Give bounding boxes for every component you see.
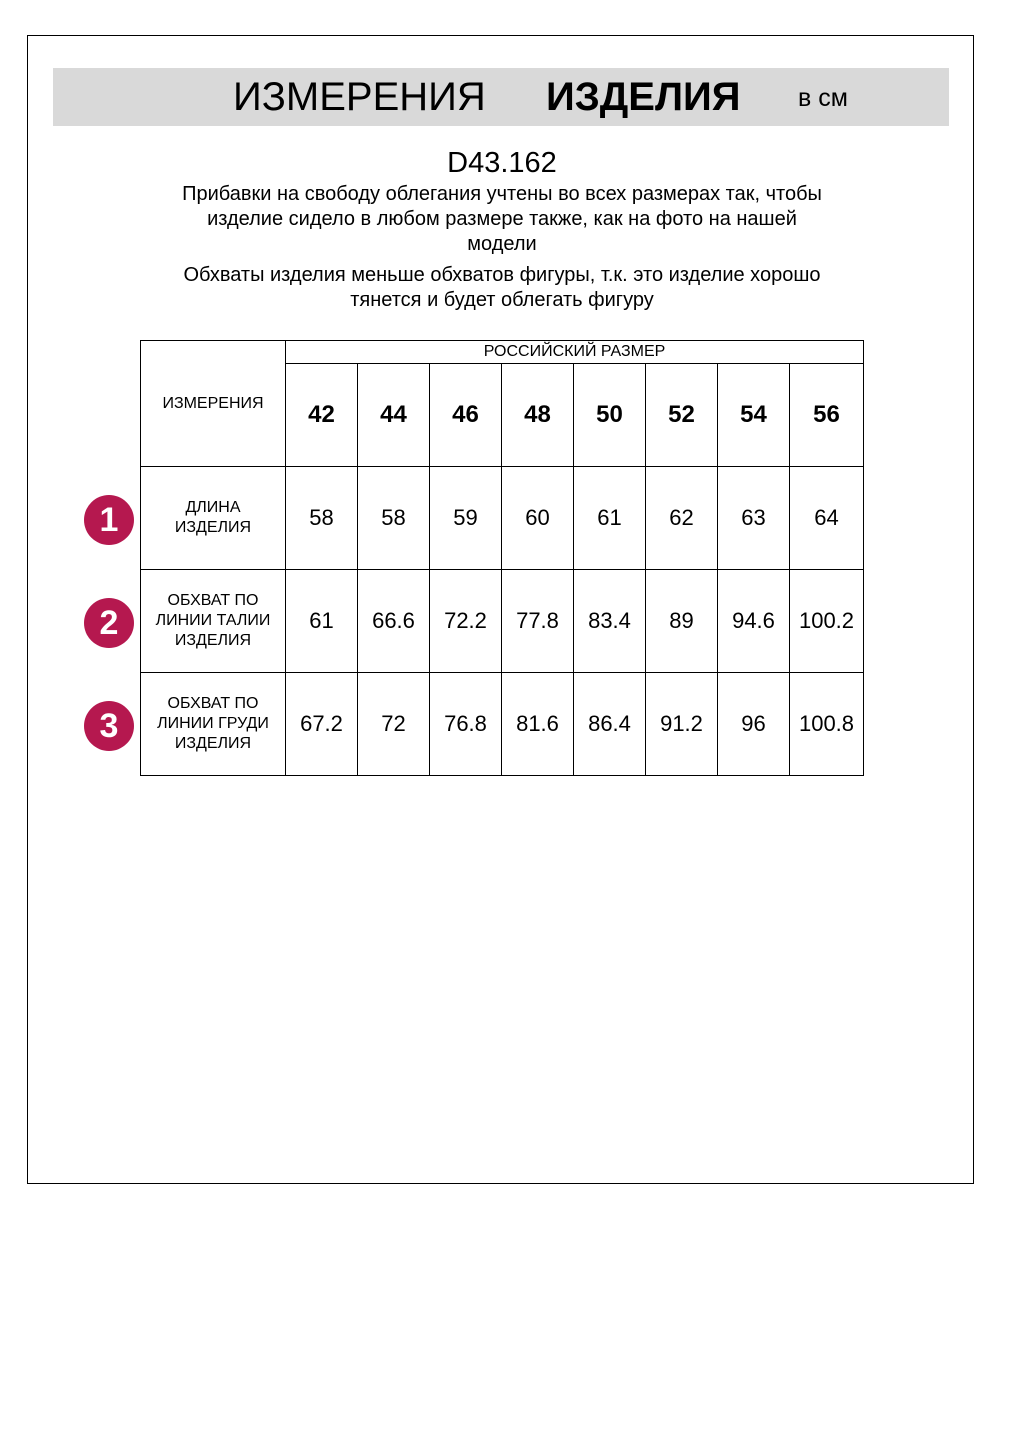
table-cell: 66.6	[358, 570, 430, 673]
row-label-waist: ОБХВАТ ПО ЛИНИИ ТАЛИИ ИЗДЕЛИЯ	[141, 570, 286, 673]
table-cell: 81.6	[502, 673, 574, 776]
fit-note-line: Прибавки на свободу облегания учтены во всех размерах так, чтобы	[182, 183, 822, 205]
table-cell: 58	[286, 467, 358, 570]
table-cell: 86.4	[574, 673, 646, 776]
table-cell: 64	[790, 467, 864, 570]
stretch-note-line: Обхваты изделия меньше обхватов фигуры, т.к. это изделие хорошо	[183, 264, 821, 286]
table-cell: 77.8	[502, 570, 574, 673]
size-table	[140, 340, 864, 776]
stretch-note-line: тянется и будет облегать фигуру	[350, 289, 654, 311]
table-row	[141, 673, 864, 776]
fit-note-line: модели	[467, 233, 537, 255]
table-cell: 61	[286, 570, 358, 673]
title-banner	[53, 68, 949, 126]
table-cell: 72.2	[430, 570, 502, 673]
unit-label: в см	[798, 84, 848, 112]
title-part2: ИЗДЕЛИЯ	[546, 75, 741, 119]
row-label-length: ДЛИНА ИЗДЕЛИЯ	[141, 467, 286, 570]
table-cell: 59	[430, 467, 502, 570]
title-part1: ИЗМЕРЕНИЯ	[233, 75, 486, 119]
size-header: 42	[286, 364, 358, 467]
size-header: 54	[718, 364, 790, 467]
product-code: D43.162	[447, 147, 557, 179]
table-cell: 67.2	[286, 673, 358, 776]
table-cell: 96	[718, 673, 790, 776]
size-group-header: РОССИЙСКИЙ РАЗМЕР	[286, 341, 864, 364]
table-cell: 91.2	[646, 673, 718, 776]
size-header: 50	[574, 364, 646, 467]
table-header-row	[141, 341, 864, 364]
table-cell: 63	[718, 467, 790, 570]
row-badge-3: 3	[84, 701, 134, 751]
size-header: 46	[430, 364, 502, 467]
table-cell: 89	[646, 570, 718, 673]
table-row	[141, 570, 864, 673]
row-badge-1: 1	[84, 495, 134, 545]
measurements-header: ИЗМЕРЕНИЯ	[141, 341, 286, 467]
table-cell: 60	[502, 467, 574, 570]
fit-note	[0, 182, 1004, 257]
table-cell: 83.4	[574, 570, 646, 673]
row-label-chest: ОБХВАТ ПО ЛИНИИ ГРУДИ ИЗДЕЛИЯ	[141, 673, 286, 776]
table-cell: 58	[358, 467, 430, 570]
row-badge-2: 2	[84, 598, 134, 648]
table-cell: 72	[358, 673, 430, 776]
table-cell: 94.6	[718, 570, 790, 673]
table-cell: 76.8	[430, 673, 502, 776]
table-cell: 62	[646, 467, 718, 570]
table-cell: 100.8	[790, 673, 864, 776]
fit-note-line: изделие сидело в любом размере также, как на фото на нашей	[207, 208, 797, 230]
table-cell: 100.2	[790, 570, 864, 673]
table-row	[141, 467, 864, 570]
size-header: 44	[358, 364, 430, 467]
stretch-note	[0, 263, 1004, 313]
table-cell: 61	[574, 467, 646, 570]
size-header: 48	[502, 364, 574, 467]
size-header: 52	[646, 364, 718, 467]
size-header: 56	[790, 364, 864, 467]
